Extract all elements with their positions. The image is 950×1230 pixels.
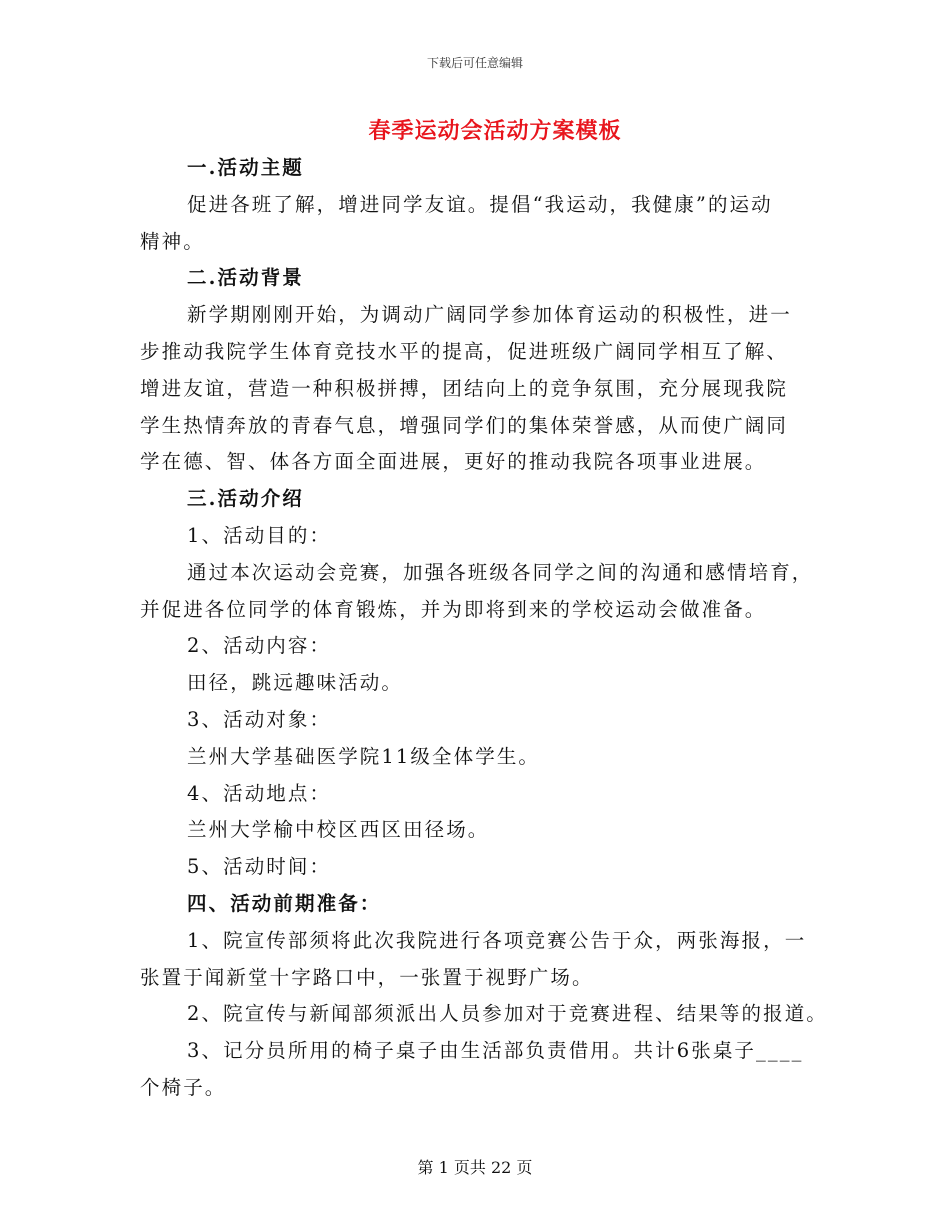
list-item-label: 5、活动时间： [187, 855, 332, 879]
list-item-label: 2、活动内容： [187, 634, 332, 658]
paragraph-line: 兰州大学基础医学院11级全体学生。 [187, 744, 541, 768]
section-heading-intro: 三.活动介绍 [187, 487, 304, 511]
paragraph-line: 学生热情奔放的青春气息，增强同学们的集体荣誉感，从而使广阔同 [140, 413, 789, 437]
paragraph-line: 兰州大学榆中校区西区田径场。 [187, 818, 490, 842]
header-note: 下载后可任意编辑 [426, 56, 523, 70]
section-heading-theme: 一.活动主题 [187, 156, 304, 179]
list-item-label: 4、活动地点： [187, 781, 332, 805]
list-item-label: 3、活动对象： [187, 707, 332, 731]
document-body [140, 150, 828, 1107]
paragraph-line: 并促进各位同学的体育锻炼，并为即将到来的学校运动会做准备。 [140, 597, 767, 621]
document-title: 春季运动会活动方案模板 [368, 118, 622, 144]
paragraph-line: 增进友谊，营造一种积极拼搏，团结向上的竞争氛围，充分展现我院 [140, 376, 789, 400]
paragraph-line: 精神。 [140, 229, 205, 253]
paragraph-line: 促进各班了解，增进同学友谊。提倡“我运动，我健康”的运动 [187, 192, 773, 216]
paragraph-line: 2、院宣传与新闻部须派出人员参加对于竞赛进程、结果等的报道。 [187, 1002, 828, 1026]
paragraph-line: 通过本次运动会竞赛，加强各班级各同学之间的沟通和感情培育， [187, 560, 814, 584]
paragraph-line: 3、记分员所用的椅子桌子由生活部负责借用。共计6张桌子____ [187, 1039, 804, 1063]
paragraph-line: 个椅子。 [140, 1075, 227, 1099]
section-heading-preparation: 四、活动前期准备： [187, 891, 382, 915]
paragraph-line: 新学期刚刚开始，为调动广阔同学参加体育运动的积极性，进一 [187, 303, 792, 327]
paragraph-line: 步推动我院学生体育竞技水平的提高，促进班级广阔同学相互了解、 [140, 339, 789, 363]
paragraph-line: 张置于闻新堂十字路口中，一张置于视野广场。 [140, 965, 594, 989]
paragraph-line: 田径，跳远趣味活动。 [187, 671, 404, 695]
paragraph-line: 学在德、智、体各方面全面进展，更好的推动我院各项事业进展。 [140, 450, 767, 474]
section-heading-background: 二.活动背景 [187, 266, 304, 290]
list-item-label: 1、活动目的： [187, 523, 332, 547]
page-footer: 第 1 页共 22 页 [417, 1158, 533, 1177]
paragraph-line: 1、院宣传部须将此次我院进行各项竞赛公告于众，两张海报，一 [187, 928, 807, 952]
